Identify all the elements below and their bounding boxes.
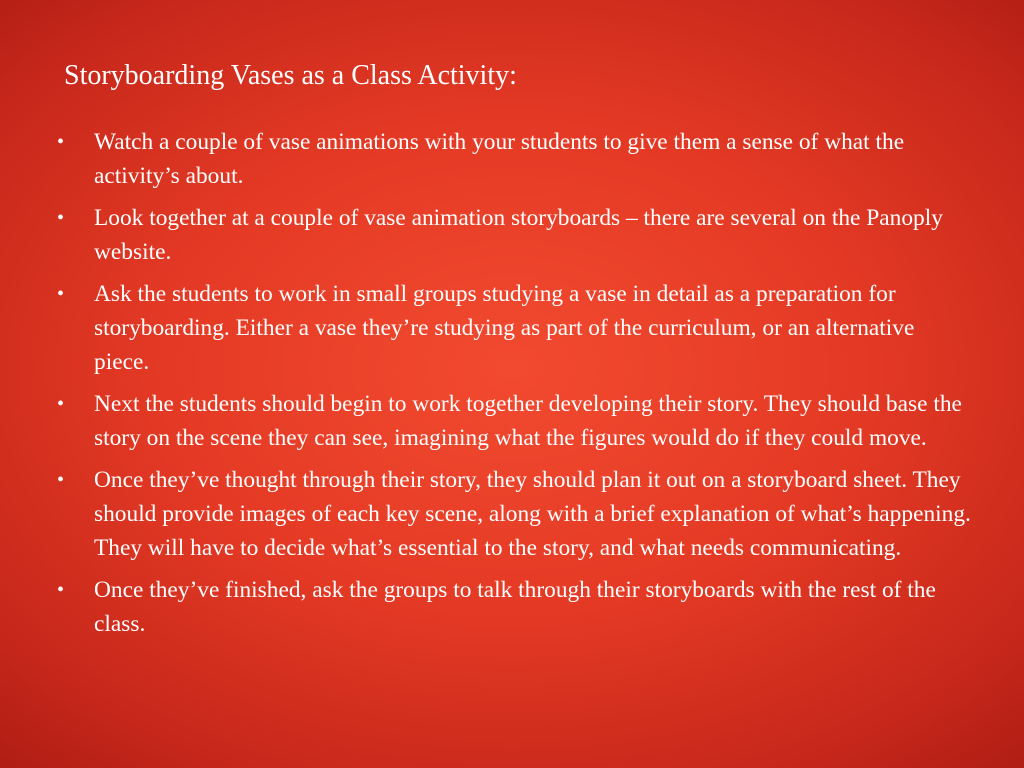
bullet-text: Next the students should begin to work together developing their story. They should base the story on the scene they can see, imagining what the figures would do if they could move. bbox=[94, 391, 962, 451]
bullet-text: Look together at a couple of vase animation storyboards – there are several on the Panoply website. bbox=[94, 205, 943, 265]
bullet-marker: • bbox=[57, 283, 65, 305]
bullet-item-develop-story bbox=[0, 387, 974, 455]
bullet-item-plan-storyboard bbox=[0, 463, 974, 565]
bullet-item-talk-through bbox=[0, 573, 974, 641]
bullet-text: Ask the students to work in small groups studying a vase in detail as a preparation for storyboarding. Either a vase they’re studying as part of the curriculum, or an alternative piece. bbox=[94, 281, 915, 375]
bullet-text: Once they’ve finished, ask the groups to talk through their storyboards with the rest of the class. bbox=[94, 577, 936, 637]
bullet-marker: • bbox=[57, 393, 65, 415]
bullet-item-watch-animations bbox=[0, 125, 974, 193]
bullet-text: Once they’ve thought through their story, they should plan it out on a storyboard sheet. They should provide images of each key scene, along with a brief explanation of what’s happening. They will have to decide what’s essential to the story, and what needs communicating. bbox=[94, 467, 971, 561]
bullet-text: Watch a couple of vase animations with your students to give them a sense of what the activity’s about. bbox=[94, 129, 905, 189]
bullet-marker: • bbox=[57, 469, 65, 491]
bullet-item-look-storyboards bbox=[0, 201, 974, 269]
bullet-marker: • bbox=[57, 131, 65, 153]
bullet-marker: • bbox=[57, 207, 65, 229]
slide-title: Storyboarding Vases as a Class Activity: bbox=[64, 60, 517, 91]
bullet-marker: • bbox=[57, 579, 65, 601]
bullet-item-small-groups bbox=[0, 277, 974, 379]
bullet-list bbox=[0, 125, 1024, 649]
